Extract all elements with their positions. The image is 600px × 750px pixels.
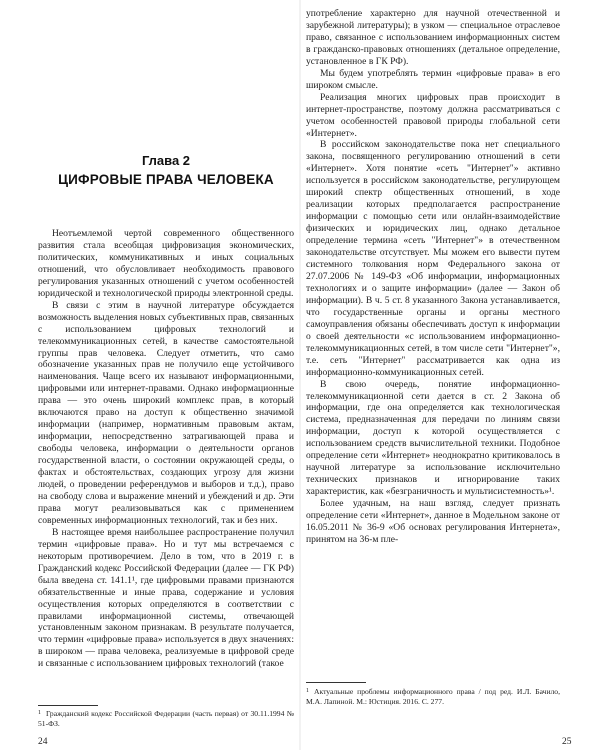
footnote-mark: 1 <box>38 710 41 716</box>
paragraph: Реализация многих цифровых прав происходит в интернет-пространстве, поэтому должна рассматриваться с учетом особенностей правовой природы глобальной сети «Интернет». <box>306 91 560 139</box>
paragraph: В свою очередь, понятие информационно-телекоммуникационной сети дается в ст. 2 Закона об информации, где она определяется как технологическая система, предназначенная для передачи по линиям связи информации, доступ к которой осуществляется с использованием средств вычислительной техники. Подобное определение сети «Интернет» неоднократно критиковалось в научной литературе за использование исключительно технических признаков и игнорирование таких характеристик, как «безграничность и мультисистемность»¹. <box>306 378 560 498</box>
footnote <box>306 687 560 707</box>
paragraph-continued: употребление характерно для научной отечественной и зарубежной литературы); в узком — специальное отраслевое право, связанное с использованием информационных систем в гражданско-правовых отношениях (детальное определение, установленное в ГК РФ). <box>306 8 560 67</box>
paragraph: Более удачным, на наш взгляд, следует признать определение сети «Интернет», данное в Модельном законе от 16.05.2011 № 36-9 «Об основах регулирования Интернета», принятом на 36-м пле- <box>306 498 560 545</box>
chapter-title: ЦИФРОВЫЕ ПРАВА ЧЕЛОВЕКА <box>58 172 274 187</box>
footnote-divider <box>306 682 366 683</box>
page-number: 25 <box>562 737 572 747</box>
footnote-mark: 1 <box>306 688 309 694</box>
paragraph: Неотъемлемой чертой современного общественного развития стала всеобщая цифровизация экономических, политических, коммуникативных и иных социальных отношений, что обусловливает необходимость правового регулирования указанных отношений с учетом особенностей юридической и технологической природы электронной среды. <box>38 228 294 299</box>
right-body-text <box>306 8 560 546</box>
paragraph: В российском законодательстве пока нет специального закона, посвященного регулированию отношений в сети «Интернет». Хотя понятие «сеть "Интернет"» активно используется в российском законодательстве, регулирующем широкий спектр общественных отношений, в ходе реализации которых предполагается распространение информации с помощью сети или онлайн-взаимодействие физических и юридических лиц, однако детальное определение термина «сеть "Интернет"» в отечественном законодательстве отсутствует. Мы можем его вывести путем системного толкования норм Федерального закона от 27.07.2006 № 149-ФЗ «Об информации, информационных технологиях и о защите информации» (далее — Закон об информации). В ч. 5 ст. 8 указанного Закона устанавливается, что государственные органы и органы местного самоуправления обязаны обеспечивать доступ к информации о своей деятельности «с использованием информационно-телекоммуникационных сетей, в том числе сети "Интернет"», т.е. сеть "Интернет" рассматривается как одна из информационно-коммуникационных сетей. <box>306 139 560 378</box>
footnote-divider <box>38 705 98 706</box>
right-page <box>300 0 600 750</box>
paragraph: В настоящее время наибольшее распространение получил термин «цифровые права». Но и тут мы встречаемся с некоторым противоречием. Дело в том, что в 2019 г. в Гражданский кодекс Российской Федерации (далее — ГК РФ) была введена ст. 141.1¹, где цифровыми правами признаются обязательственные и иные права, содержание и условия осуществления которых определяются в соответствии с правилами информационной системы, отвечающей установленным законом признакам. В результате получается, что термин «цифровые права» используется в двух значениях: в широком — права человека, реализуемые в цифровой среде и связанные с использованием цифровых технологий (такое <box>38 526 294 670</box>
page-number: 24 <box>38 737 48 747</box>
footnote-text: Актуальные проблемы информационного права / под ред. И.Л. Бачило, М.А. Лапиной. М.: Юстиция. 2016. С. 277. <box>306 687 560 706</box>
footnote-text: Гражданский кодекс Российской Федерации (часть первая) от 30.11.1994 № 51-ФЗ. <box>38 709 294 728</box>
left-body-text <box>38 228 294 670</box>
paragraph: Мы будем употреблять термин «цифровые права» в его широком смысле. <box>306 67 560 91</box>
footnote <box>38 709 294 729</box>
paragraph: В связи с этим в научной литературе обсуждается возможность выделения новых субъективных прав, связанных с использованием цифровых технологий и телекоммуникационных сетей, в качестве самостоятельной группы прав человека. Следует отметить, что само обозначение указанных прав не получило еще устойчивого наименования. Чаще всего их называют информационными, цифровыми или интернет-правами. Однако информационные права — это очень широкий комплекс прав, в который включаются право на доступ к общественно значимой информации (например, нормативным правовым актам, информации, непосредственно затрагивающей права и свободы человека, информации о деятельности органов государственной власти, о состоянии окружающей среды, о фактах и обстоятельствах, создающих угрозу для жизни людей, о проведении референдумов и выборов и т.д.), право на свободу слова и выражение мнений и убеждений и др. Эти права могут реализовываться как с применением современных информационных технологий, так и без них. <box>38 299 294 526</box>
chapter-label: Глава 2 <box>141 153 191 168</box>
